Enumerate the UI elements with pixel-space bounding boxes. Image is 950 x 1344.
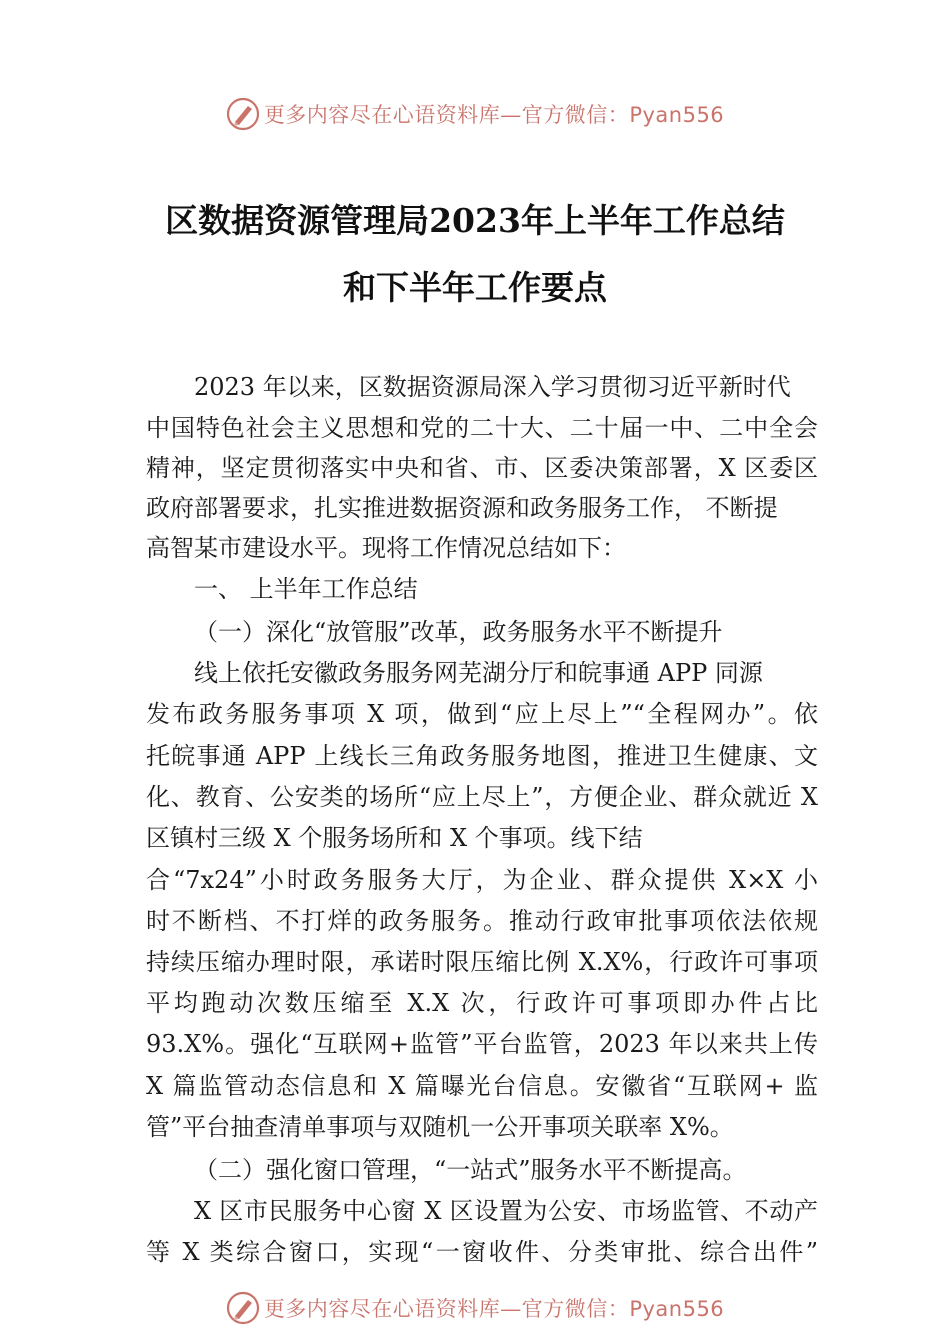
body-line: 精神，坚定贯彻落实中央和省、市、区委决策部署，X 区委区 (146, 454, 818, 482)
header-banner (0, 94, 950, 134)
banner-wechat-id: Pyan556 (629, 1297, 725, 1321)
body-line: 高智某市建设水平。现将工作情况总结如下： (146, 534, 626, 562)
body-line: 托皖事通 APP 上线长三角政务服务地图，推进卫生健康、文 (146, 742, 818, 770)
body-line: 持续压缩办理时限，承诺时限压缩比例 X.X%，行政许可事项 (146, 948, 818, 976)
document-title-line2: 和下半年工作要点 (343, 268, 607, 307)
body-line: 时不断档、不打烊的政务服务。推动行政审批事项依法依规 (146, 907, 818, 935)
body-line: 线上依托安徽政务服务网芜湖分厅和皖事通 APP 同源 (194, 659, 763, 687)
footer-banner (0, 1288, 950, 1328)
document-title-line1: 区数据资源管理局2023年上半年工作总结 (165, 201, 785, 240)
banner-text (264, 1293, 724, 1323)
section-heading: 一、 上半年工作总结 (194, 575, 418, 603)
body-line: 中国特色社会主义思想和党的二十大、二十届一中、二中全会 (146, 414, 818, 442)
body-line: 平均跑动次数压缩至 X.X 次，行政许可事项即办件占比 (146, 989, 818, 1017)
subsection-heading: （一）深化“放管服”改革，政务服务水平不断提升 (194, 618, 723, 646)
body-line: 2023 年以来，区数据资源局深入学习贯彻习近平新时代 (194, 373, 791, 401)
pen-logo-icon (226, 1291, 260, 1325)
body-line: 发布政务服务事项 X 项，做到“应上尽上”“全程网办”。依 (146, 700, 818, 728)
body-line: 化、教育、公安类的场所“应上尽上”，方便企业、群众就近 X (146, 783, 818, 811)
body-line: 区镇村三级 X 个服务场所和 X 个事项。线下结 (146, 824, 643, 852)
banner-text (264, 99, 724, 129)
body-line: X 区市民服务中心窗 X 区设置为公安、市场监管、不动产 (194, 1197, 818, 1225)
banner-label: 更多内容尽在心语资料库—官方微信： (263, 103, 630, 127)
banner-wechat-id: Pyan556 (629, 103, 725, 127)
body-line: 93.X%。强化“互联网+监管”平台监管，2023 年以来共上传 (146, 1030, 818, 1058)
body-line: 政府部署要求，扎实推进数据资源和政务服务工作， 不断提 (146, 494, 778, 522)
body-line: 合“7x24”小时政务服务大厅，为企业、群众提供 X×X 小 (146, 866, 818, 894)
body-line: 等 X 类综合窗口，实现“一窗收件、分类审批、综合出件” (146, 1238, 818, 1266)
banner-label: 更多内容尽在心语资料库—官方微信： (263, 1297, 630, 1321)
body-line: X 篇监管动态信息和 X 篇曝光台信息。安徽省“互联网+ 监 (146, 1072, 818, 1100)
body-line: 管”平台抽查清单事项与双随机一公开事项关联率 X%。 (146, 1113, 734, 1141)
subsection-heading: （二）强化窗口管理，“一站式”服务水平不断提高。 (194, 1156, 747, 1184)
pen-logo-icon (226, 97, 260, 131)
